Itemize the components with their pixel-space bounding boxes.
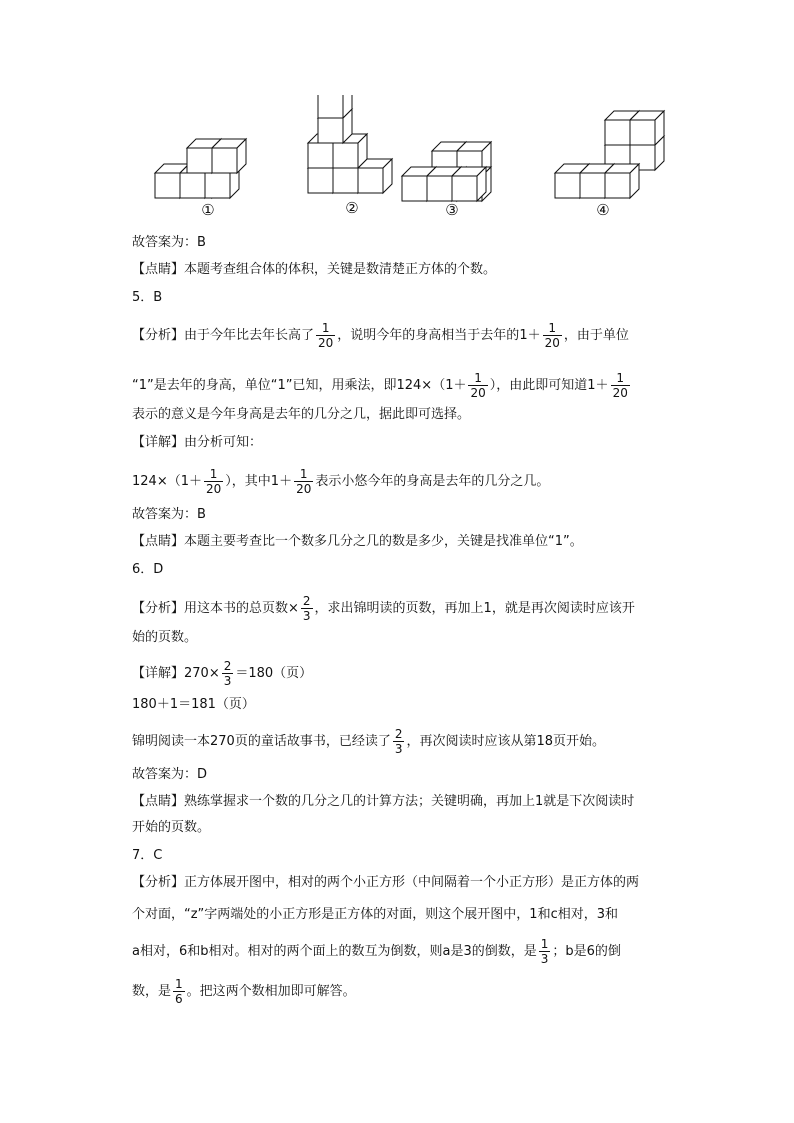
numerator: 1 (611, 372, 630, 386)
cube-fig4-4 (630, 111, 664, 145)
q7-analysis-line-4 (132, 978, 692, 1005)
cube-fig2-7 (318, 95, 352, 118)
denominator: 3 (223, 674, 232, 688)
q6-comment-line-2: 开始的页数。 (132, 820, 211, 835)
numerator: 1 (468, 372, 487, 386)
question-6-header: 6．D (132, 562, 164, 577)
fraction (539, 938, 551, 965)
q5-analysis-line-3: 表示的意义是今年身高是去年的几分之几，据此即可选择。 (132, 407, 471, 422)
fraction (301, 595, 313, 622)
text: ，说明今年的身高相当于去年的 (337, 328, 520, 343)
fraction (204, 468, 223, 495)
q7-analysis-line-3 (132, 938, 692, 965)
math-text: ） (225, 474, 232, 489)
numerator: 2 (223, 659, 232, 673)
text: 【分析】由于今年比去年长高了 (132, 328, 315, 343)
text: 【分析】用这本书的总页数× (132, 601, 299, 616)
text: a相对，6和b相对。相对的两个面上的数互为倒数，则a是3的倒数，是 (132, 944, 537, 959)
q6-detail-line-3 (132, 728, 692, 755)
numerator: 1 (175, 977, 183, 991)
denominator: 6 (175, 992, 183, 1006)
figure-label-1: ① (201, 201, 215, 219)
question-5-header: 5．B (132, 290, 163, 305)
answer-line: 故答案为：B (132, 235, 206, 250)
fraction (173, 978, 185, 1005)
text: ，由此即可知道 (496, 378, 588, 393)
q5-analysis-line-1 (132, 322, 692, 349)
numerator: 1 (316, 322, 335, 336)
text: 【详解】270× (132, 666, 220, 681)
q5-answer: 故答案为：B (132, 507, 206, 522)
text: ，由于单位 (563, 328, 629, 343)
denominator: 20 (318, 336, 334, 350)
numerator: 2 (394, 727, 403, 741)
denominator: 20 (205, 482, 222, 496)
math-text: 124×（1＋ (396, 378, 467, 393)
numerator: 1 (543, 322, 562, 336)
denominator: 3 (540, 952, 549, 966)
q6-analysis-line-1 (132, 595, 692, 622)
numerator: 1 (294, 468, 313, 482)
text: 数，是 (132, 984, 172, 999)
fraction (611, 372, 630, 399)
denominator: 20 (544, 336, 560, 350)
numerator: 1 (540, 937, 549, 951)
text: “1”是去年的身高，单位“1”已知，用乘法，即 (132, 378, 397, 393)
math-text: 1＋ (587, 378, 609, 393)
denominator: 20 (612, 386, 628, 400)
numerator: 1 (204, 468, 223, 482)
comment-line: 【点睛】本题考查组合体的体积，关键是数清楚正方体的个数。 (132, 262, 497, 277)
cube-figures (150, 95, 670, 220)
question-7-header: 7．C (132, 848, 163, 863)
denominator: 20 (470, 386, 486, 400)
denominator: 3 (394, 742, 403, 756)
text: ，其中 (231, 474, 271, 489)
figure-label-2: ② (345, 199, 359, 217)
q6-detail-line-1 (132, 660, 692, 687)
fraction (316, 322, 335, 349)
fraction (294, 468, 313, 495)
q5-detail-header: 【详解】由分析可知： (132, 435, 263, 450)
q7-analysis-line-2: 个对面，“z”字两端处的小正方形是正方体的对面，则这个展开图中，1和c相对，3和 (132, 907, 618, 922)
cube-fig4-7 (605, 164, 639, 198)
math-text: ） (489, 378, 497, 393)
q6-comment-line-1: 【点睛】熟练掌握求一个数的几分之几的计算方法；关键明确，再加上1就是下次阅读时 (132, 794, 635, 809)
figure-labels (201, 199, 609, 219)
text: 锦明阅读一本270页的童话故事书，已经读了 (132, 734, 391, 749)
q5-analysis-line-2 (132, 372, 692, 399)
numerator: 2 (302, 594, 311, 608)
q6-analysis-line-2: 始的页数。 (132, 630, 198, 645)
figure-label-3: ③ (445, 201, 459, 219)
cube-stacks (155, 95, 664, 201)
text: ；b是6的倒 (552, 944, 621, 959)
cube-fig1-6 (212, 139, 246, 173)
q7-analysis-line-1: 【分析】正方体展开图中，相对的两个小正方形（中间隔着一个小正方形）是正方体的两 (132, 875, 640, 890)
q5-detail-line (132, 468, 692, 495)
text: ，再次阅读时应该从第18页开始。 (406, 734, 606, 749)
denominator: 3 (302, 609, 311, 623)
text: ＝180（页） (235, 666, 313, 681)
cube-fig3-7 (452, 167, 486, 201)
q5-comment: 【点睛】本题主要考查比一个数多几分之几的数是多少，关键是找准单位“1”。 (132, 534, 583, 549)
q6-answer: 故答案为：D (132, 767, 208, 782)
math-text: 1＋ (270, 474, 293, 489)
denominator: 20 (296, 482, 312, 496)
cube-fig2-3 (358, 159, 392, 193)
fraction (543, 322, 562, 349)
text: 表示小悠今年的身高是去年的几分之几。 (315, 474, 550, 489)
figure-label-4: ④ (596, 201, 610, 219)
fraction (222, 660, 234, 687)
text: 。把这两个数相加即可解答。 (186, 984, 356, 999)
text: ，求出锦明读的页数，再加上1，就是再次阅读时应该开 (314, 601, 635, 616)
math-text: 124×（1＋ (132, 474, 202, 489)
fraction (468, 372, 487, 399)
q6-detail-line-2: 180＋1＝181（页） (132, 697, 255, 712)
fraction (393, 728, 405, 755)
math-text: 1＋ (519, 328, 541, 343)
